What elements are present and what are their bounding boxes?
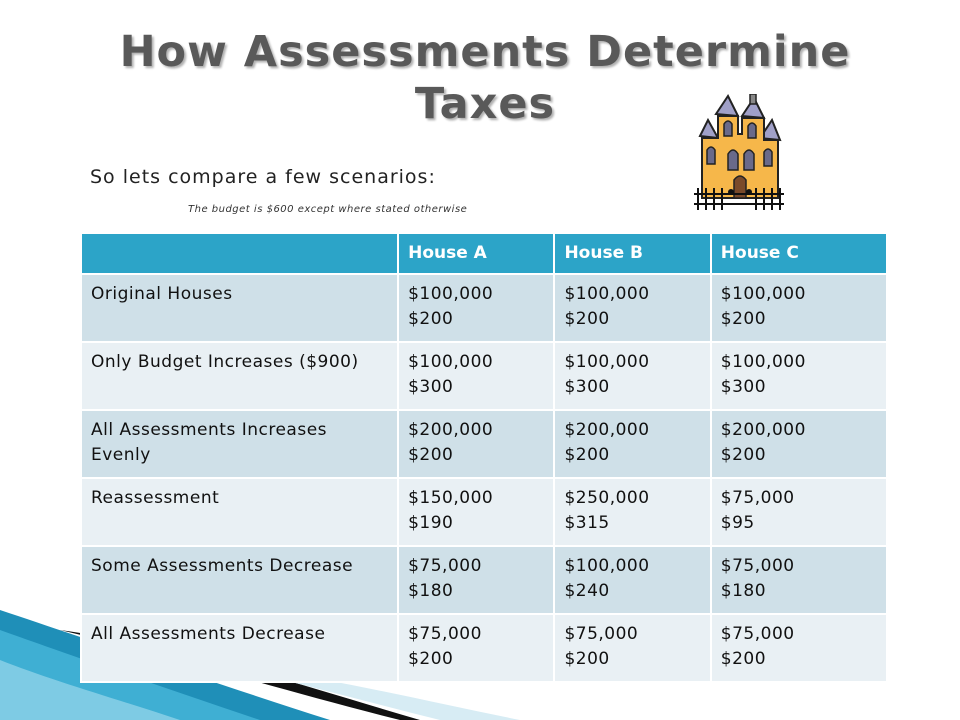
house-b-cell [554,342,710,410]
house-c-cell [711,478,887,546]
budget-note: The budget is $600 except where stated otherwise [188,204,468,215]
house-b-cell [554,614,710,682]
tax-value: $200 [564,309,610,329]
house-c-cell [711,614,887,682]
house-a-cell [398,614,554,682]
row-label: Original Houses [81,274,398,342]
tax-value: $300 [564,377,610,397]
tax-value: $200 [720,649,767,669]
tax-value: $200 [564,649,610,669]
tax-value: $180 [720,581,767,601]
tax-value: $200 [408,309,454,329]
row-label: Reassessment [81,478,398,546]
assessment-value: $75,000 [564,624,639,644]
assessment-value: $100,000 [720,352,806,372]
assessment-value: $75,000 [720,624,795,644]
header-house-b: House B [554,233,710,274]
assessment-value: $75,000 [408,624,482,644]
tax-value: $200 [564,445,610,465]
table-row [81,342,887,410]
house-a-cell [398,546,554,614]
tax-value: $300 [720,377,767,397]
table-row [81,274,887,342]
haunted-house-icon [694,94,784,212]
tax-value: $200 [408,445,454,465]
assessment-value: $75,000 [408,556,482,576]
assessment-value: $100,000 [720,284,806,304]
house-c-cell [711,546,887,614]
house-c-cell [711,342,887,410]
assessment-value: $100,000 [564,284,650,304]
assessment-value: $200,000 [720,420,806,440]
tax-value: $200 [720,445,767,465]
row-label: All Assessments Decrease [81,614,398,682]
assessment-value: $100,000 [564,556,650,576]
row-label: All Assessments Increases Evenly [81,410,398,478]
assessment-value: $250,000 [564,488,650,508]
assessment-value: $200,000 [564,420,650,440]
house-c-cell [711,410,887,478]
tax-value: $180 [408,581,454,601]
house-a-cell [398,342,554,410]
house-b-cell [554,410,710,478]
tax-value: $190 [408,513,454,533]
assessment-value: $200,000 [408,420,494,440]
tax-value: $95 [720,513,755,533]
house-a-cell [398,274,554,342]
house-b-cell [554,546,710,614]
house-b-cell [554,274,710,342]
subtitle-text: So lets compare a few scenarios: [90,166,436,188]
table-row [81,546,887,614]
table-header-row [81,233,887,274]
assessment-value: $100,000 [564,352,650,372]
table-row [81,614,887,682]
tax-value: $240 [564,581,610,601]
row-label: Only Budget Increases ($900) [81,342,398,410]
tax-value: $300 [408,377,454,397]
header-house-c: House C [711,233,887,274]
row-label: Some Assessments Decrease [81,546,398,614]
house-b-cell [554,478,710,546]
scenario-table [80,232,888,683]
assessment-value: $100,000 [408,284,494,304]
tax-value: $200 [408,649,454,669]
assessment-value: $150,000 [408,488,494,508]
house-a-cell [398,478,554,546]
tax-value: $200 [720,309,767,329]
tax-value: $315 [564,513,610,533]
assessment-value: $100,000 [408,352,494,372]
assessment-value: $75,000 [720,556,795,576]
header-house-a: House A [398,233,554,274]
slide-title: How Assessments Determine Taxes [119,27,851,129]
table-row [81,410,887,478]
house-a-cell [398,410,554,478]
house-c-cell [711,274,887,342]
assessment-value: $75,000 [720,488,795,508]
header-empty [81,233,398,274]
table-row [81,478,887,546]
